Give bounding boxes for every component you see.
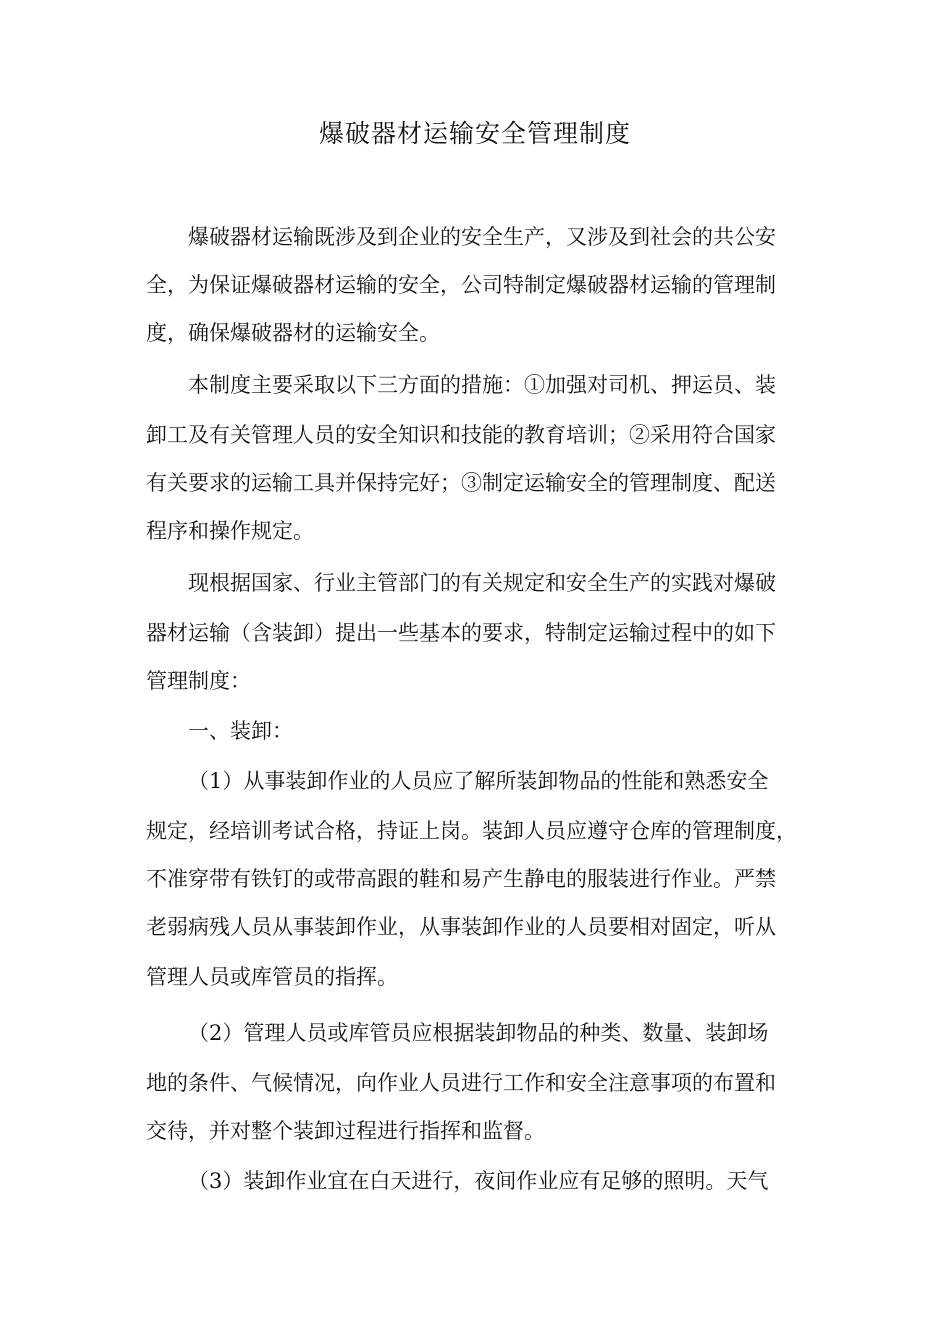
paragraph-2-line-2: 卸工及有关管理人员的安全知识和技能的教育培训；②采用符合国家 [146, 423, 776, 447]
paragraph-2-line-1: 本制度主要采取以下三方面的措施：①加强对司机、押运员、装 [188, 373, 776, 397]
paragraph-2-line-3: 有关要求的运输工具并保持完好；③制定运输安全的管理制度、配送 [146, 471, 776, 495]
item-2-line-3: 交待，并对整个装卸过程进行指挥和监督。 [146, 1119, 545, 1143]
item-1-line-1: （1）从事装卸作业的人员应了解所装卸物品的性能和熟悉安全 [188, 769, 769, 793]
item-2-line-1: （2）管理人员或库管员应根据装卸物品的种类、数量、装卸场 [188, 1021, 769, 1045]
paragraph-3-line-1: 现根据国家、行业主管部门的有关规定和安全生产的实践对爆破 [188, 571, 776, 595]
item-1-line-4: 老弱病残人员从事装卸作业，从事装卸作业的人员要相对固定，听从 [146, 915, 776, 939]
paragraph-1-line-3: 度，确保爆破器材的运输安全。 [146, 321, 440, 345]
item-3-line-1: （3）装卸作业宜在白天进行，夜间作业应有足够的照明。天气 [188, 1169, 769, 1193]
item-1-line-5: 管理人员或库管员的指挥。 [146, 965, 398, 989]
paragraph-3-line-3: 管理制度： [146, 669, 251, 693]
paragraph-3-line-2: 器材运输（含装卸）提出一些基本的要求，特制定运输过程中的如下 [146, 621, 776, 645]
item-1-line-3: 不准穿带有铁钉的或带高跟的鞋和易产生静电的服装进行作业。严禁 [146, 867, 776, 891]
paragraph-2-line-4: 程序和操作规定。 [146, 519, 314, 543]
paragraph-1-line-2: 全，为保证爆破器材运输的安全，公司特制定爆破器材运输的管理制 [146, 273, 776, 297]
item-1-line-2: 规定，经培训考试合格，持证上岗。装卸人员应遵守仓库的管理制度， [146, 819, 797, 843]
document-title: 爆破器材运输安全管理制度 [318, 119, 631, 148]
item-2-line-2: 地的条件、气候情况，向作业人员进行工作和安全注意事项的布置和 [146, 1071, 776, 1095]
paragraph-1-line-1: 爆破器材运输既涉及到企业的安全生产，又涉及到社会的共公安 [188, 225, 776, 249]
section-heading-loading: 一、装卸： [188, 719, 293, 743]
